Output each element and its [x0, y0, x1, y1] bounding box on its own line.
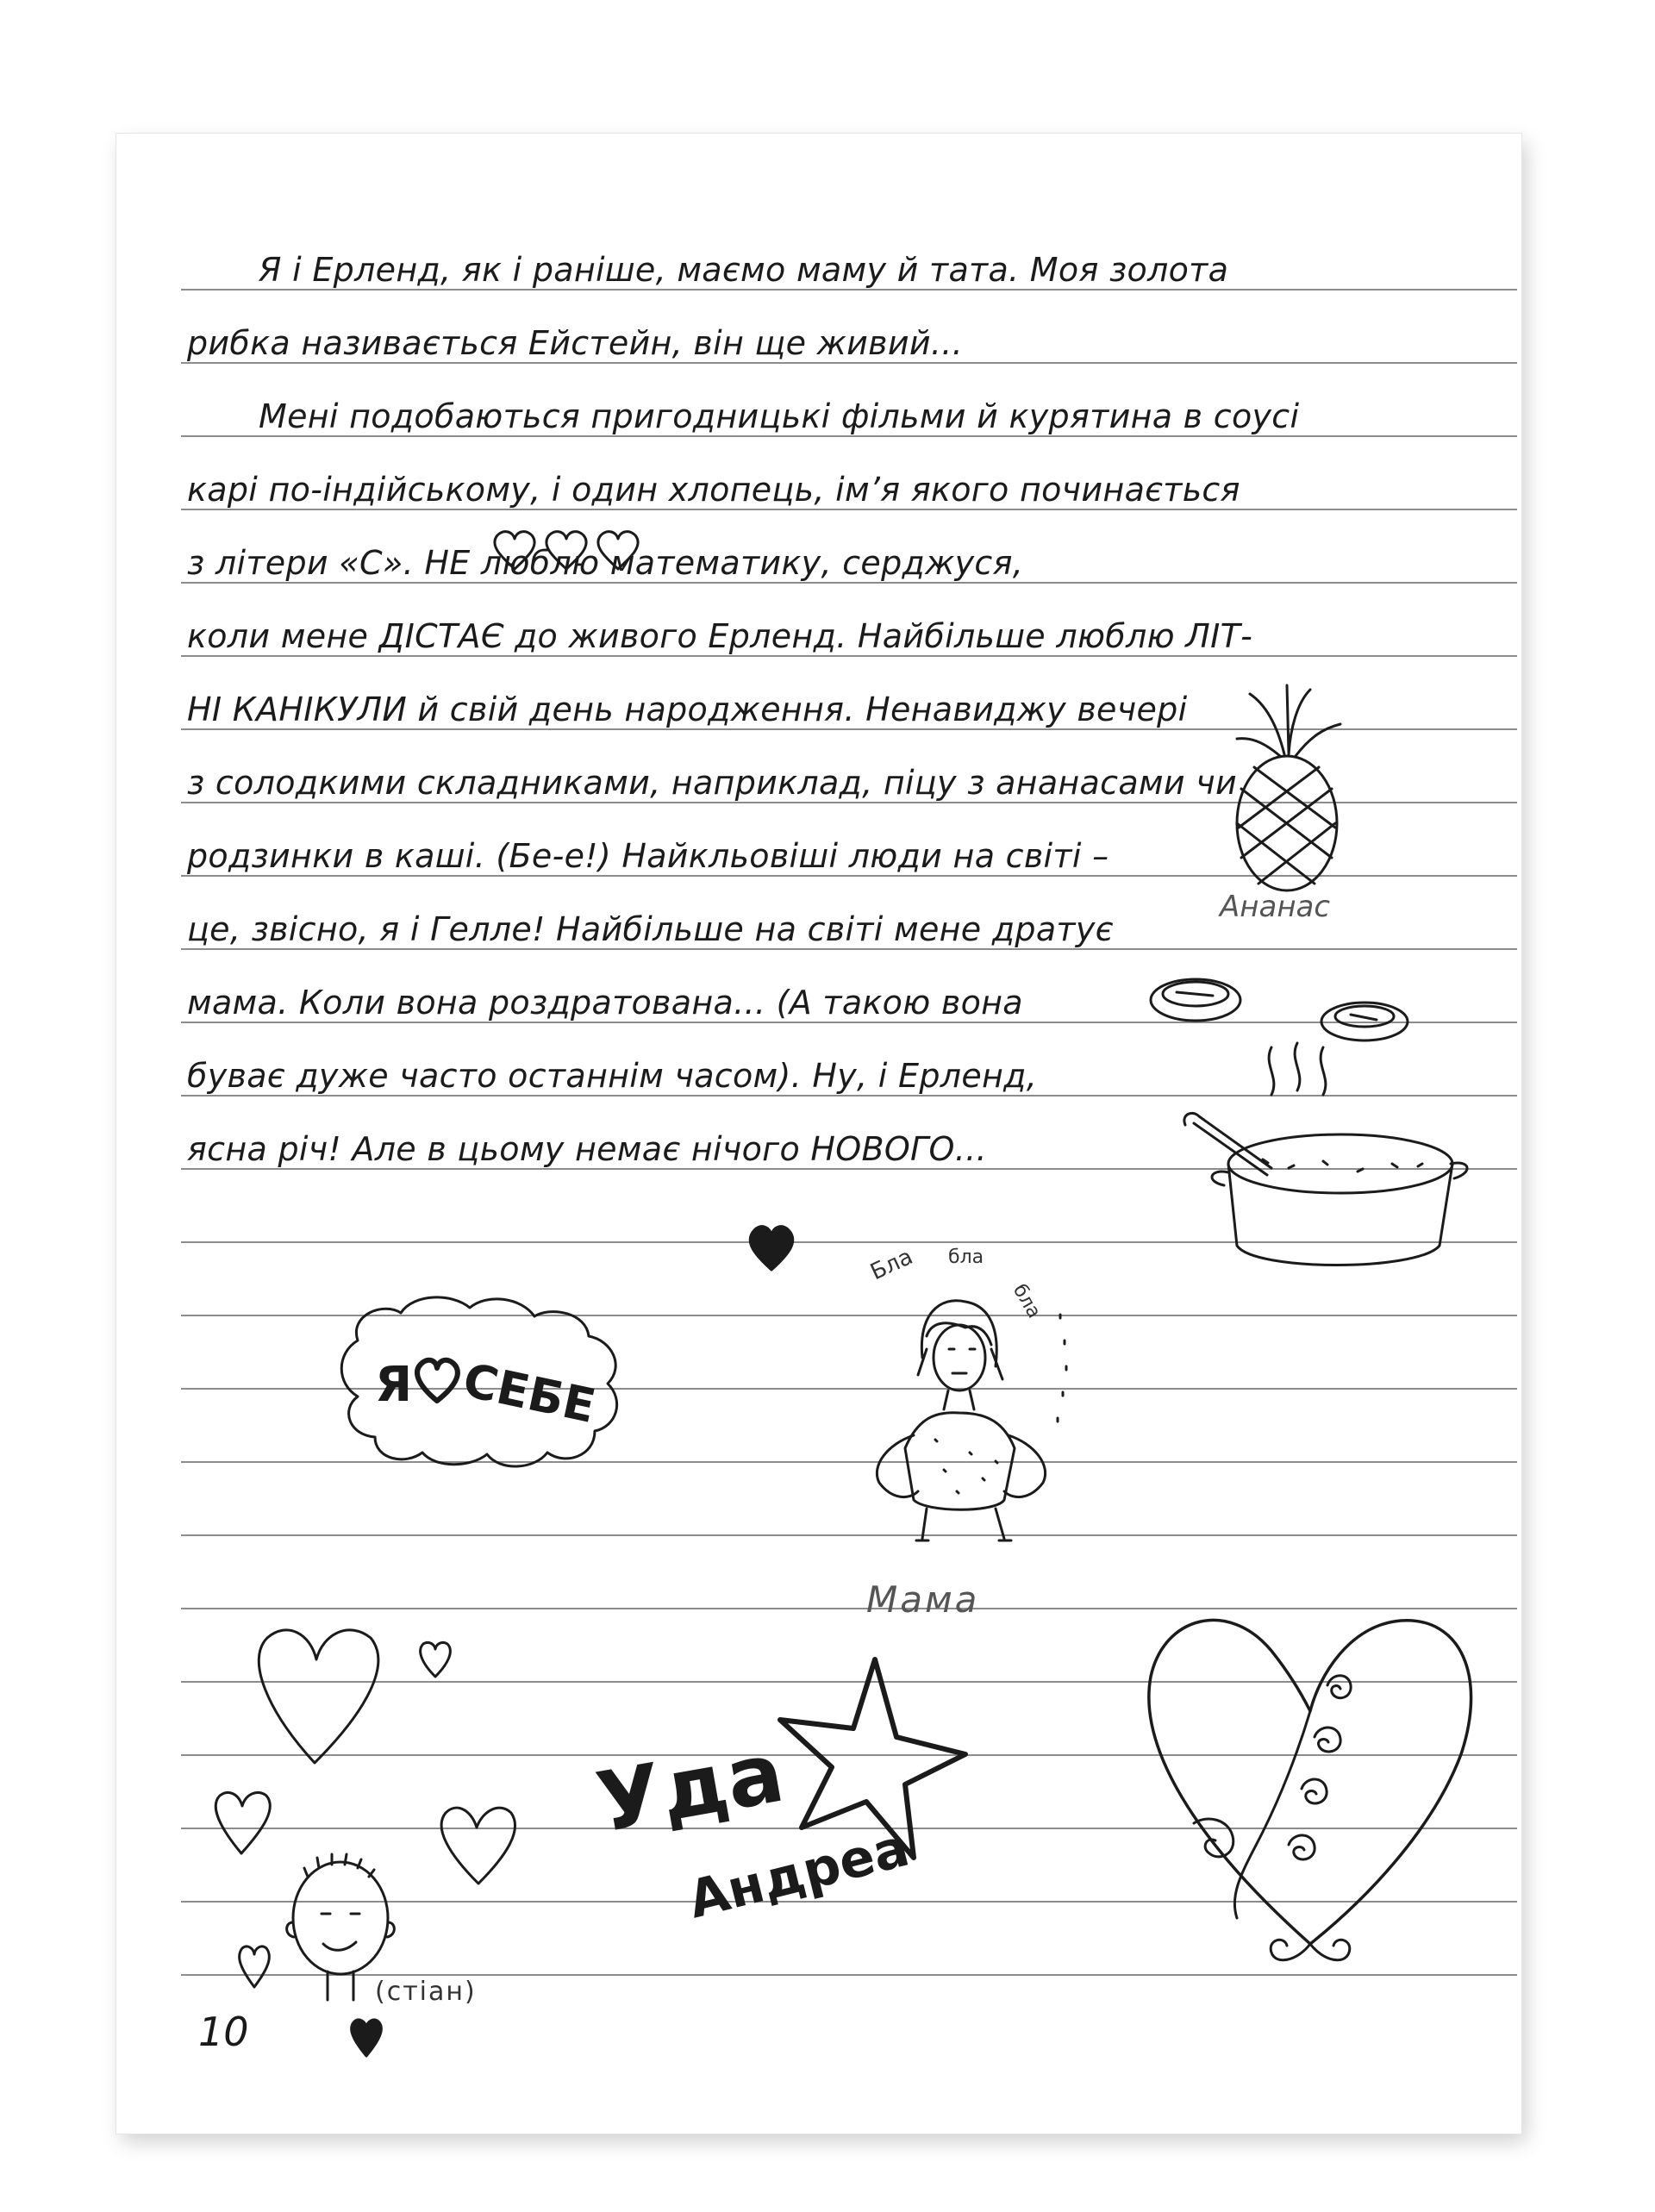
bla-text: бла	[948, 1247, 984, 1268]
text-line: це, звісно, я і Гелле! Найбільше на світі мене дратує	[187, 910, 1114, 948]
boy-with-hearts-drawing	[215, 1630, 515, 2056]
pineapple-label: Ананас	[1220, 890, 1331, 924]
text-line: буває дуже часто останнім часом). Ну, і Ерленд,	[187, 1057, 1038, 1095]
swirl-heart-drawing	[1149, 1620, 1471, 1959]
text-line: ясна річ! Але в цьому немає нічого НОВОГО...	[187, 1130, 987, 1168]
text-line: НІ КАНІКУЛИ й свій день народження. Ненавиджу вечері	[187, 690, 1188, 728]
notebook-page	[116, 134, 1521, 2134]
mom-label: Мама	[866, 1578, 980, 1621]
page-number: 10	[198, 2009, 249, 2055]
bla-text: бла	[1008, 1280, 1046, 1322]
text-line: рибка називається Ейстейн, він ще живий...	[187, 324, 963, 362]
text-line: карі по-індійському, і один хлопець, ім’я якого починається	[187, 471, 1240, 509]
heart-icon	[417, 1360, 458, 1401]
doodles-layer	[116, 134, 1521, 2134]
text-line: з літери «С». НЕ люблю математику, серджуся,	[187, 544, 1024, 582]
bla-text: Бла	[866, 1243, 917, 1286]
filled-heart-icon	[750, 1227, 793, 1270]
signature-bottom: Андреа	[682, 1817, 915, 1931]
cloud-text-right: СЕБЕ	[458, 1353, 601, 1434]
signature-top: Уда	[590, 1723, 791, 1852]
signature-drawing	[590, 1659, 965, 1931]
cooking-pot-drawing	[1151, 979, 1467, 1265]
text-line: родзинки в каші. (Бе-е!) Найкльовіші люди на світі –	[187, 837, 1109, 875]
cloud-drawing	[341, 1297, 616, 1466]
text-line: коли мене ДІСТАЄ до живого Ерленд. Найбільше люблю ЛІТ-	[187, 617, 1253, 655]
text-line: з солодкими складниками, наприклад, піцу з ананасами чи	[187, 764, 1238, 802]
cloud-text-left: Я	[375, 1357, 413, 1413]
small-hearts-icon	[495, 532, 638, 569]
text-line: мама. Коли вона роздратована... (А такою вона	[187, 984, 1023, 1022]
mom-drawing	[866, 1244, 1066, 1621]
pineapple-drawing	[1218, 685, 1340, 924]
boy-label: (стіан)	[375, 1977, 477, 2007]
text-line: Мені подобаються пригодницькі фільми й курятина в соусі	[259, 397, 1300, 435]
text-line: Я і Ерленд, як і раніше, маємо маму й тата. Моя золота	[259, 251, 1229, 289]
